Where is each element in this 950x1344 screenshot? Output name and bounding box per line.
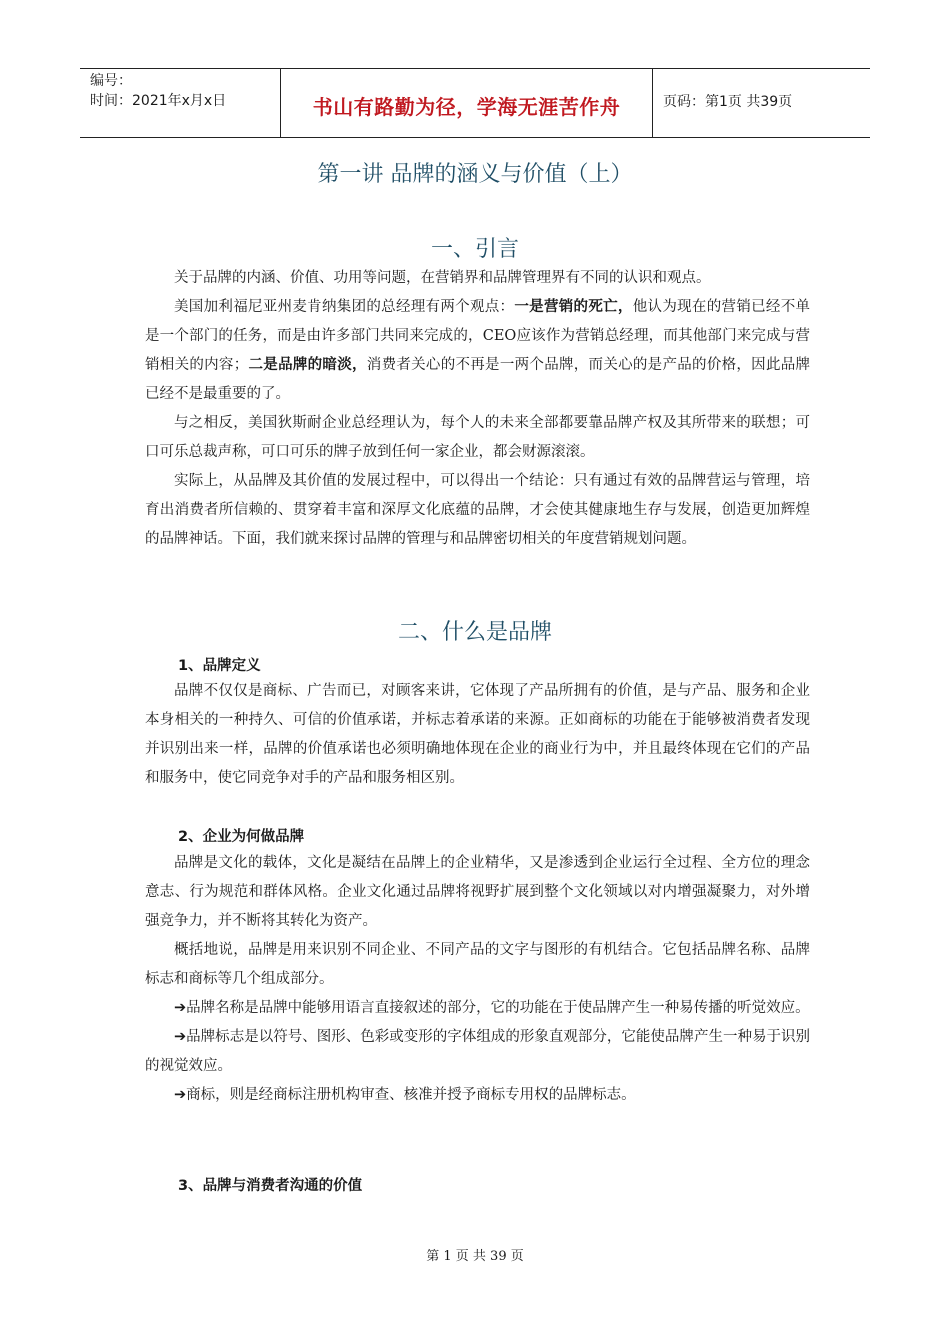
section2-heading: 二、什么是品牌	[397, 620, 552, 645]
document-header	[80, 68, 870, 138]
section1-heading: 一、引言	[430, 237, 519, 262]
paragraph: 美国加利福尼亚州麦肯纳集团的总经理有两个观点：一是营销的死亡，他认为现在的营销已经不单是一个部门的任务，而是由许多部门共同来完成的，CEO应该作为营销总经理，而其他部门来完成与营销相关的内容；二是品牌的暗淡，消费者关心的不再是一两个品牌，而关心的是产品的价格，因此品牌已经不是最重要的了。	[145, 299, 811, 402]
paragraph: 品牌不仅仅是商标、广告而已，对顾客来讲，它体现了产品所拥有的价值，是与产品、服务和企业本身相关的一种持久、可信的价值承诺，并标志着承诺的来源。正如商标的功能在于能够被消费者发现并识别出来一样，品牌的价值承诺也必须明确地体现在企业的商业行为中，并且最终体现在它们的产品和服务中，使它同竞争对手的产品和服务相区别。	[145, 683, 810, 786]
paragraph: 品牌是文化的载体，文化是凝结在品牌上的企业精华，又是渗透到企业运行全过程、全方位的理念意志、行为规范和群体风格。企业文化通过品牌将视野扩展到整个文化领域以对内增强凝聚力，对外增强竞争力，并不断将其转化为资产。	[145, 855, 810, 929]
subsection1-body	[145, 677, 810, 793]
subsection2-body	[145, 849, 810, 1110]
lecture-title: 第一讲 品牌的涵义与价值（上）	[317, 162, 633, 187]
header-motto: 书山有路勤为径，学海无涯苦作舟	[281, 69, 653, 137]
number-label: 编号：	[90, 73, 132, 89]
bullet-item: ➔品牌标志是以符号、图形、色彩或变形的字体组成的形象直观部分，它能使品牌产生一种易于识别的视觉效应。	[145, 1029, 810, 1074]
subsection-heading: 1、品牌定义	[178, 658, 261, 674]
paragraph: 与之相反，美国狄斯耐企业总经理认为，每个人的未来全部都要靠品牌产权及其所带来的联想；可口可乐总裁声称，可口可乐的牌子放到任何一家企业，都会财源滚滚。	[145, 415, 810, 460]
paragraph: 实际上，从品牌及其价值的发展过程中，可以得出一个结论：只有通过有效的品牌营运与管理，培育出消费者所信赖的、贯穿着丰富和深厚文化底蕴的品牌，才会使其健康地生存与发展，创造更加辉煌的品牌神话。下面，我们就来探讨品牌的管理与和品牌密切相关的年度营销规划问题。	[145, 473, 810, 547]
paragraph: 概括地说，品牌是用来识别不同企业、不同产品的文字与图形的有机结合。它包括品牌名称、品牌标志和商标等几个组成部分。	[145, 942, 810, 987]
bullet-item: ➔品牌名称是品牌中能够用语言直接叙述的部分，它的功能在于使品牌产生一种易传播的听觉效应。	[174, 1000, 810, 1016]
arrow-icon: ➔	[174, 1087, 187, 1103]
header-page-info: 页码：第1页 共39页	[663, 94, 793, 110]
paragraph: 关于品牌的内涵、价值、功用等问题，在营销界和品牌管理界有不同的认识和观点。	[174, 270, 711, 286]
section1-body	[145, 264, 810, 554]
arrow-icon: ➔	[174, 1000, 187, 1016]
page-footer: 第 1 页 共 39 页	[426, 1249, 524, 1264]
bullet-item: ➔商标，则是经商标注册机构审查、核准并授予商标专用权的品牌标志。	[174, 1087, 636, 1103]
arrow-icon: ➔	[174, 1029, 187, 1045]
date-label: 时间：2021年x月x日	[90, 93, 227, 109]
subsection-heading: 2、企业为何做品牌	[178, 829, 305, 845]
subsection-heading: 3、品牌与消费者沟通的价值	[178, 1178, 363, 1194]
header-meta-cell	[80, 69, 281, 137]
